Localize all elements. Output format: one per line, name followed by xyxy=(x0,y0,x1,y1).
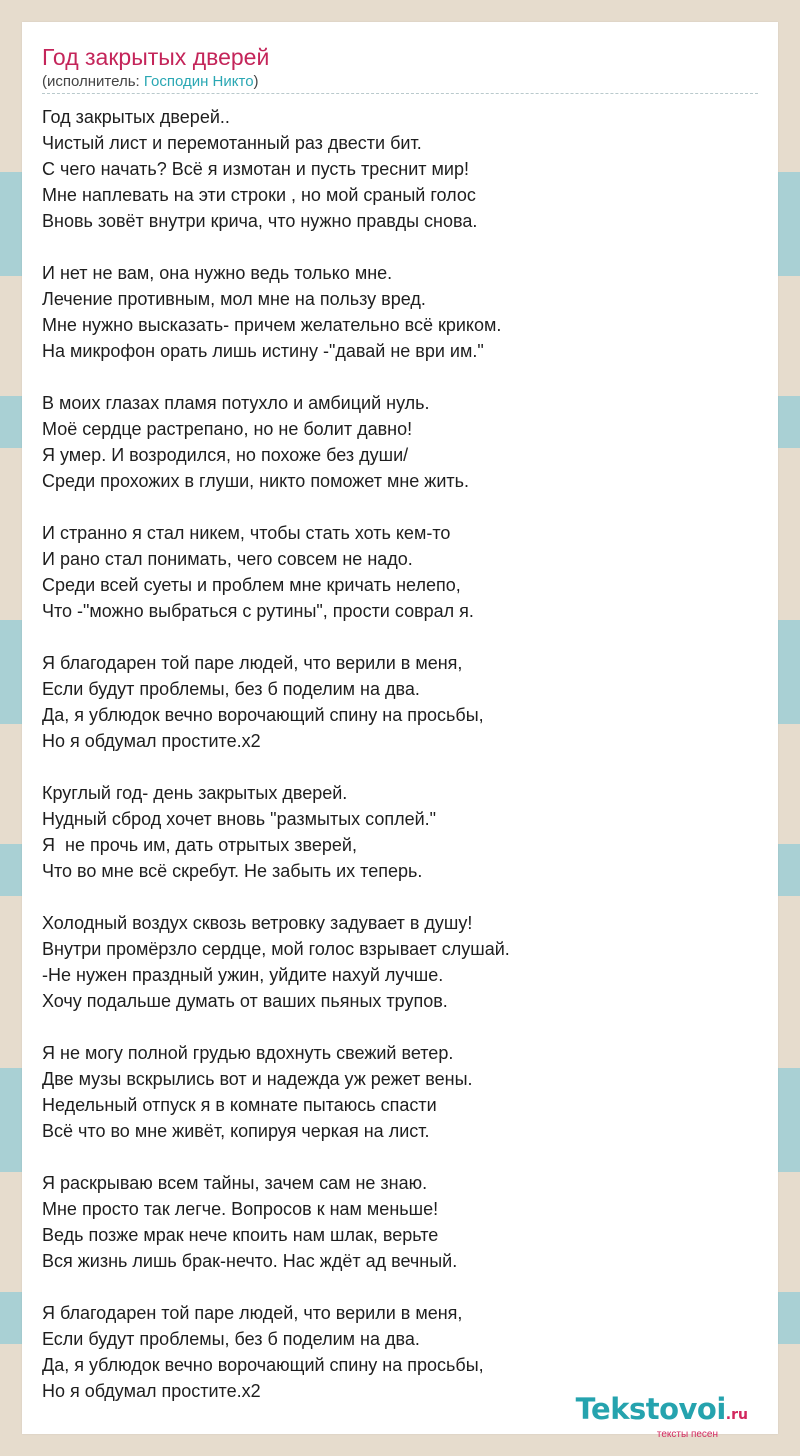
artist-prefix: (исполнитель: xyxy=(42,73,144,90)
lyric-line: Год закрытых дверей.. xyxy=(42,107,230,127)
lyric-line: Что -"можно выбраться с рутины", прости соврал я. xyxy=(42,601,474,621)
lyric-line: Я не прочь им, дать отрытых зверей, xyxy=(42,835,357,855)
lyric-line: Если будут проблемы, без б поделим на два. xyxy=(42,679,420,699)
lyric-line: Ведь позже мрак нече кпоить нам шлак, верьте xyxy=(42,1225,439,1245)
lyric-line: И рано стал понимать, чего совсем не надо. xyxy=(42,549,413,569)
lyric-line: Да, я ублюдок вечно ворочающий спину на просьбы, xyxy=(42,1355,484,1375)
stanza xyxy=(42,780,758,884)
logo-tagline: тексты песен xyxy=(656,1429,718,1440)
stanza xyxy=(42,260,758,364)
lyric-line: Но я обдумал простите.x2 xyxy=(42,731,261,751)
lyric-line: Чистый лист и перемотанный раз двести бит. xyxy=(42,133,422,153)
lyrics-text xyxy=(42,104,758,1430)
artist-link[interactable]: Господин Никто xyxy=(143,73,254,90)
lyric-line: Моё сердце растрепано, но не болит давно! xyxy=(42,419,413,439)
lyric-line: На микрофон орать лишь истину -"давай не ври им." xyxy=(42,341,484,361)
lyric-line: Да, я ублюдок вечно ворочающий спину на просьбы, xyxy=(42,705,484,725)
lyric-line: Недельный отпуск я в комнате пытаюсь спасти xyxy=(42,1095,437,1115)
logo-name: Tekstovoi xyxy=(575,1392,726,1426)
lyric-line: Лечение противным, мол мне на пользу вред. xyxy=(42,289,426,309)
lyric-line: Я благодарен той паре людей, что верили в меня, xyxy=(42,653,463,673)
logo-wordmark xyxy=(576,1394,748,1430)
lyric-line: Я умер. И возродился, но похоже без души/ xyxy=(42,445,409,465)
lyric-line: Я не могу полной грудью вдохнуть свежий ветер. xyxy=(42,1043,454,1063)
stanza xyxy=(42,390,758,494)
lyric-line: Нудный сброд хочет вновь "размытых соплей." xyxy=(42,809,437,829)
stanza xyxy=(42,1170,758,1274)
stanza xyxy=(42,1300,758,1404)
site-logo[interactable] xyxy=(576,1394,748,1440)
stanza xyxy=(42,910,758,1014)
lyric-line: В моих глазах пламя потухло и амбиций нуль. xyxy=(42,393,430,413)
lyric-line: Что во мне всё скребут. Не забыть их теперь. xyxy=(42,861,423,881)
title-divider xyxy=(42,93,758,94)
lyric-line: Холодный воздух сквозь ветровку задувает в душу! xyxy=(42,913,473,933)
lyric-line: И странно я стал никем, чтобы стать хоть кем-то xyxy=(42,523,451,543)
lyric-line: С чего начать? Всё я измотан и пусть треснит мир! xyxy=(42,159,469,179)
artist-suffix: ) xyxy=(253,73,259,90)
lyric-line: Всё что во мне живёт, копируя черкая на лист. xyxy=(42,1121,430,1141)
lyric-line: Но я обдумал простите.x2 xyxy=(42,1381,261,1401)
artist-line xyxy=(42,73,259,91)
stanza xyxy=(42,650,758,754)
lyric-line: Вся жизнь лишь брак-нечто. Нас ждёт ад вечный. xyxy=(42,1251,458,1271)
lyric-line: Круглый год- день закрытых дверей. xyxy=(42,783,348,803)
lyric-line: Среди всей суеты и проблем мне кричать нелепо, xyxy=(42,575,461,595)
lyric-line: Две музы вскрылись вот и надежда уж режет вены. xyxy=(42,1069,473,1089)
stanza xyxy=(42,104,758,234)
stanza xyxy=(42,1040,758,1144)
lyrics-card xyxy=(22,22,778,1440)
lyric-line: Среди прохожих в глуши, никто поможет мне жить. xyxy=(42,471,469,491)
lyric-line: Мне нужно высказать- причем желательно всё криком. xyxy=(42,315,502,335)
lyric-line: Мне наплевать на эти строки , но мой сраный голос xyxy=(42,185,476,205)
lyric-line: Внутри промёрзло сердце, мой голос взрывает слушай. xyxy=(42,939,510,959)
lyric-line: Я благодарен той паре людей, что верили в меня, xyxy=(42,1303,463,1323)
lyric-line: Я раскрываю всем тайны, зачем сам не знаю. xyxy=(42,1173,428,1193)
lyric-line: И нет не вам, она нужно ведь только мне. xyxy=(42,263,393,283)
lyric-line: Хочу подальше думать от ваших пьяных трупов. xyxy=(42,991,448,1011)
lyric-line: Если будут проблемы, без б поделим на два. xyxy=(42,1329,420,1349)
lyric-line: Вновь зовёт внутри крича, что нужно правды снова. xyxy=(42,211,478,231)
logo-domain: .ru xyxy=(725,1407,748,1423)
stanza xyxy=(42,520,758,624)
lyric-line: Мне просто так легче. Вопросов к нам меньше! xyxy=(42,1199,439,1219)
song-title: Год закрытых дверей xyxy=(42,44,270,70)
lyric-line: -Не нужен праздный ужин, уйдите нахуй лучше. xyxy=(42,965,444,985)
